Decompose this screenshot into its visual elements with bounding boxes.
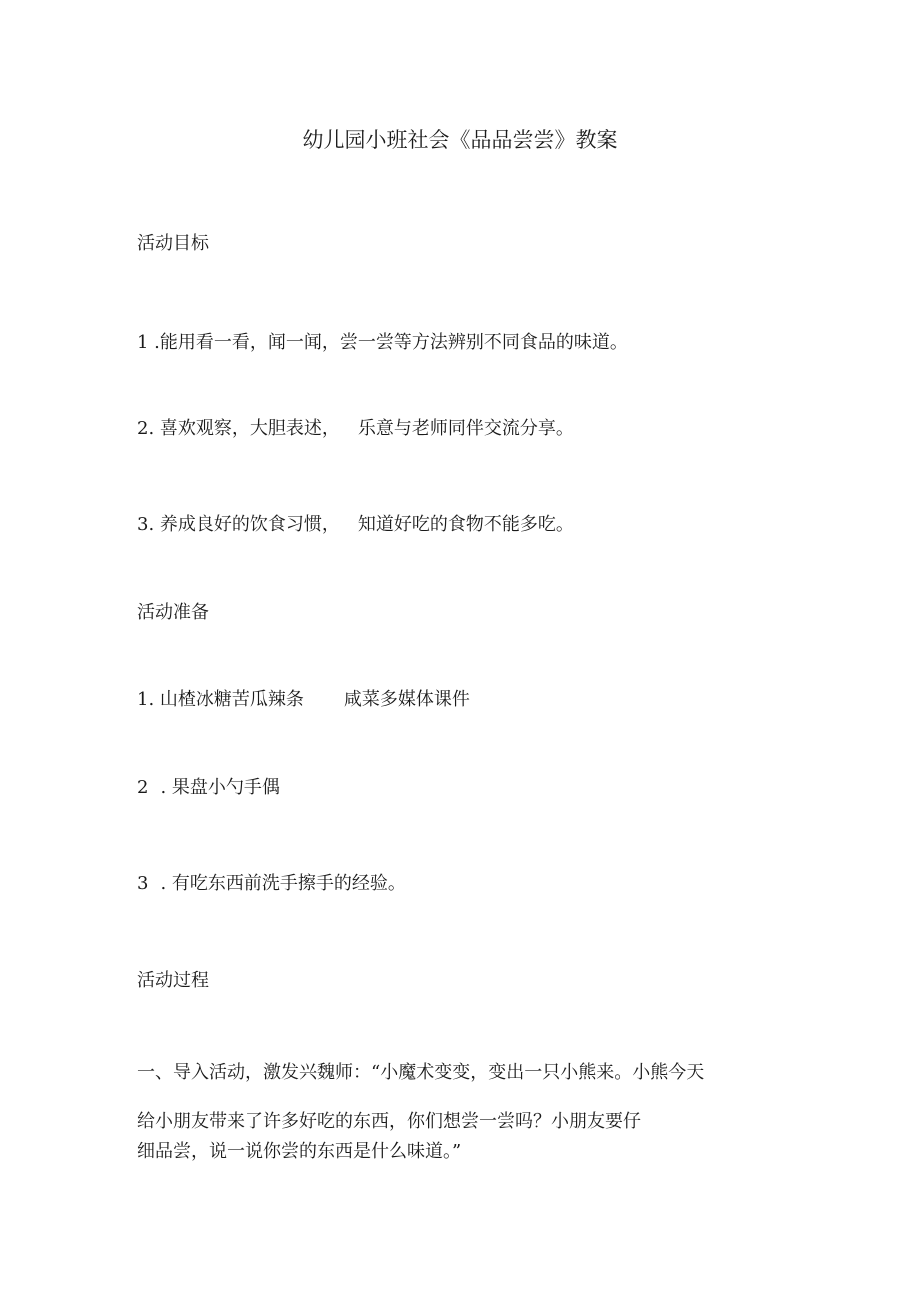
section-heading-goals: 活动目标 — [137, 233, 209, 254]
goal-item-3-part1: 3. 养成良好的饮食习惯， — [137, 514, 340, 535]
preparation-item-1-part2: 咸菜多媒体课件 — [343, 689, 470, 710]
goal-item-1: 1 .能用看一看，闻一闻，尝一尝等方法辨别不同食品的味道。 — [137, 332, 628, 353]
preparation-item-3-number: 3 — [137, 873, 149, 894]
goal-item-2-part1: 2. 喜欢观察，大胆表述， — [137, 418, 340, 439]
process-paragraph-line-1: 一、导入活动，激发兴魏师：“小魔术变变，变出一只小熊来。小熊今天 — [137, 1062, 705, 1083]
preparation-item-2-text: . 果盘小勺手偶 — [160, 777, 280, 798]
preparation-item-3 — [137, 871, 406, 897]
preparation-item-3-text: . 有吃东西前洗手擦手的经验。 — [160, 873, 406, 894]
section-heading-process: 活动过程 — [137, 970, 209, 991]
preparation-item-1-part1: 1. 山楂冰糖苦瓜辣条 — [137, 689, 304, 710]
preparation-item-1 — [137, 687, 470, 713]
process-paragraph-line-2: 给小朋友带来了许多好吃的东西，你们想尝一尝吗？小朋友要仔 — [137, 1111, 641, 1132]
goal-item-3 — [137, 512, 574, 538]
document-title: 幼儿园小班社会《品品尝尝》教案 — [302, 128, 618, 152]
preparation-item-2-number: 2 — [137, 777, 149, 798]
goal-item-2 — [137, 416, 574, 442]
goal-item-3-part2: 知道好吃的食物不能多吃。 — [357, 514, 574, 535]
section-heading-preparation: 活动准备 — [137, 602, 209, 623]
process-paragraph-line-3: 细品尝，说一说你尝的东西是什么味道。” — [137, 1141, 462, 1162]
goal-item-2-part2: 乐意与老师同伴交流分享。 — [357, 418, 574, 439]
preparation-item-2 — [137, 775, 280, 801]
